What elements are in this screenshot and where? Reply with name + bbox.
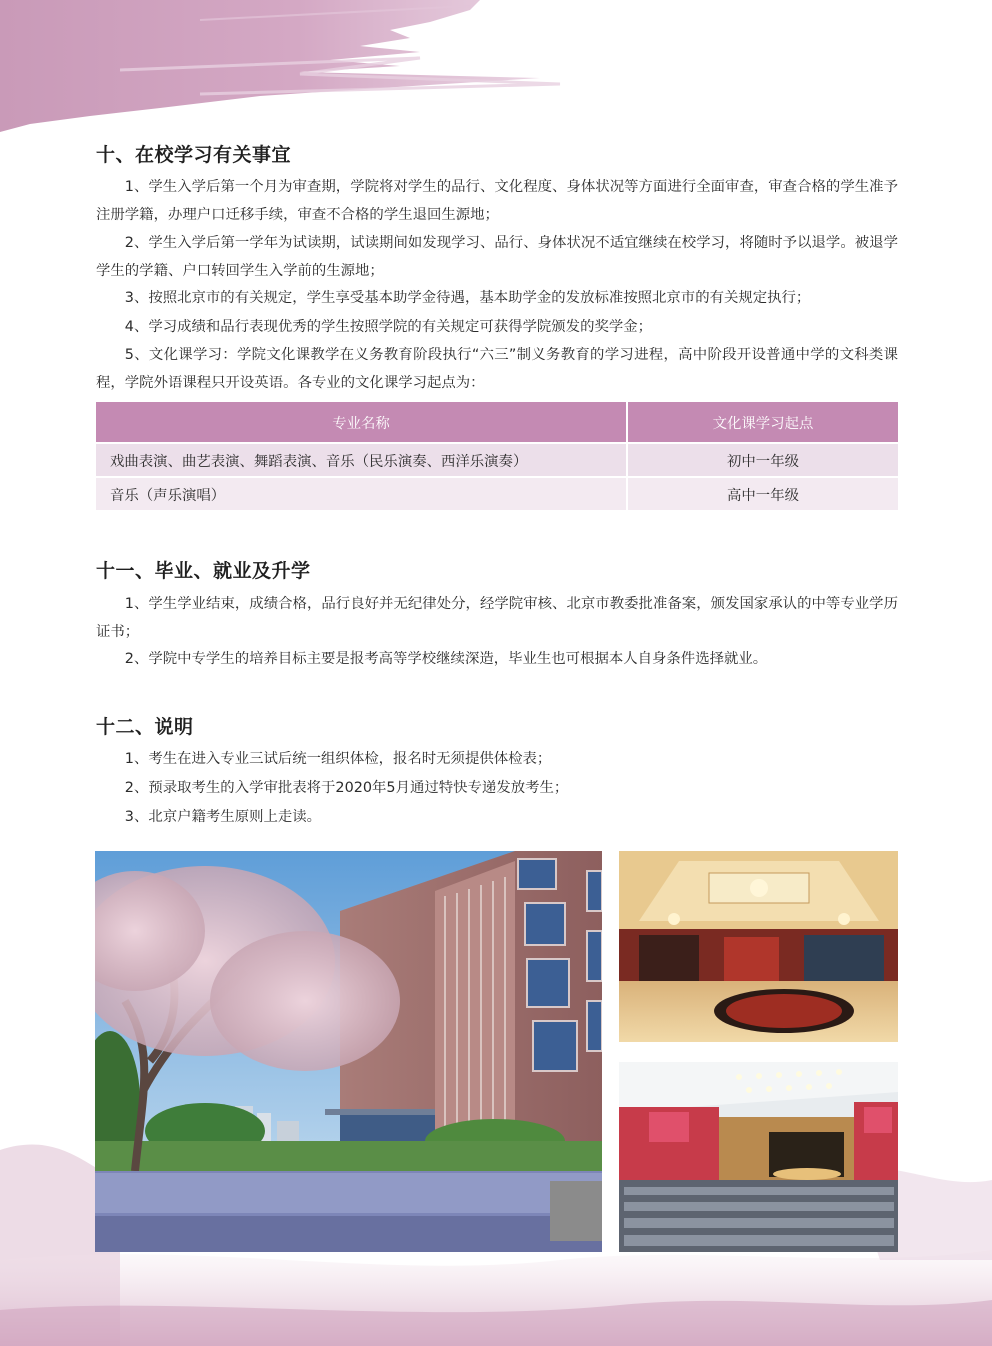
section-11-item-1: 1、学生学业结束，成绩合格，品行良好并无纪律处分，经学院审核、北京市教委批准备案，颁发国家承认的中等专业学历证书； — [96, 596, 898, 640]
section-10-item-2: 2、学生入学后第一学年为试读期，试读期间如发现学习、品行、身体状况不适宜继续在校学习，将随时予以退学。被退学学生的学籍、户口转回学生入学前的生源地； — [96, 235, 898, 279]
culture-course-table — [96, 402, 898, 510]
table-header-row — [96, 402, 898, 443]
table-header-start: 文化课学习起点 — [627, 402, 898, 443]
section-12-item-1: 1、考生在进入专业三试后统一组织体检，报名时无须提供体检表； — [124, 751, 552, 767]
auditorium-photo — [619, 1062, 898, 1252]
section-10-item-1: 1、学生入学后第一个月为审查期，学院将对学生的品行、文化程度、身体状况等方面进行全面审查，审查合格的学生准予注册学籍，办理户口迁移手续，审查不合格的学生退回生源地； — [96, 179, 898, 223]
section-10-item-4: 4、学习成绩和品行表现优秀的学生按照学院的有关规定可获得学院颁发的奖学金； — [124, 319, 653, 335]
lobby-hall-photo — [619, 851, 898, 1042]
table-cell-start: 初中一年级 — [627, 443, 898, 477]
section-10-item-5: 5、文化课学习：学院文化课教学在义务教育阶段执行“六三”制义务教育的学习进程，高中阶段开设普通中学的文科类课程，学院外语课程只开设英语。各专业的文化课学习起点为： — [96, 347, 898, 391]
table-cell-start: 高中一年级 — [627, 477, 898, 510]
section-12-item-2: 2、预录取考生的入学审批表将于2020年5月通过特快专递发放考生； — [124, 780, 569, 796]
table-row — [96, 477, 898, 510]
section-11-item-2: 2、学院中专学生的培养目标主要是报考高等学校继续深造，毕业生也可根据本人自身条件选择就业。 — [124, 651, 768, 667]
table-header-major: 专业名称 — [96, 402, 627, 443]
table-cell-major: 音乐（声乐演唱） — [96, 477, 627, 510]
table-row — [96, 443, 898, 477]
section-10-title: 十、在校学习有关事宜 — [96, 144, 292, 166]
section-10-item-3: 3、按照北京市的有关规定，学生享受基本助学金待遇，基本助学金的发放标准按照北京市的有关规定执行； — [124, 290, 811, 306]
campus-building-photo — [95, 851, 602, 1252]
section-12-title: 十二、说明 — [96, 716, 194, 738]
table-cell-major: 戏曲表演、曲艺表演、舞蹈表演、音乐（民乐演奏、西洋乐演奏） — [96, 443, 627, 477]
section-11-title: 十一、毕业、就业及升学 — [96, 560, 311, 582]
section-12-item-3: 3、北京户籍考生原则上走读。 — [124, 809, 322, 825]
